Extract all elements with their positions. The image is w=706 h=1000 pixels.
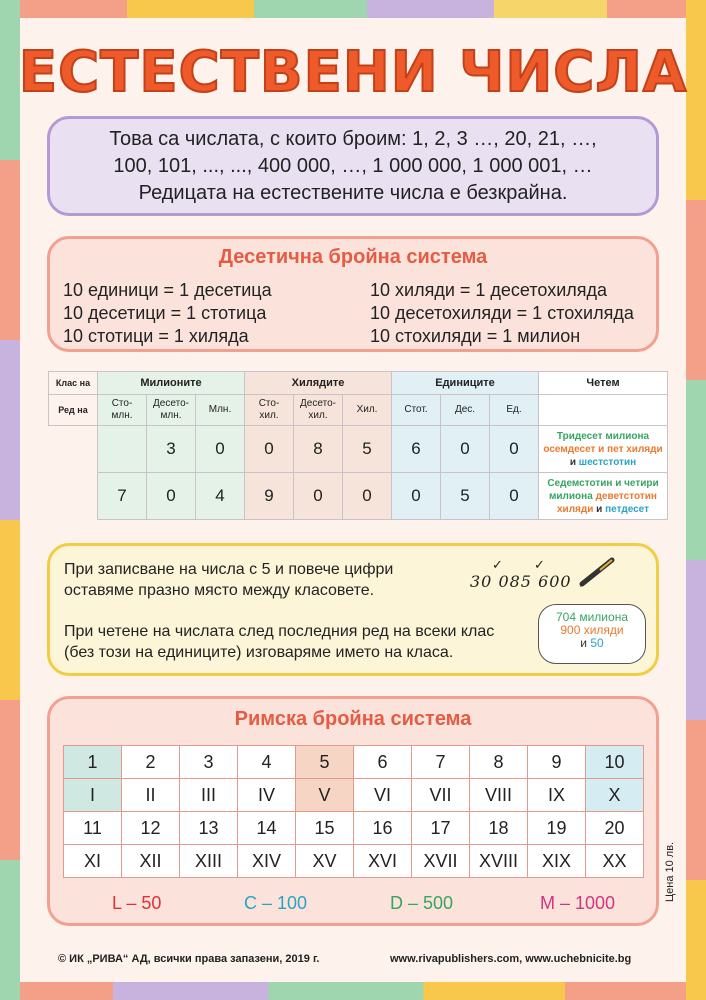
intro-line-3: Редицата на естествените числа е безкрайна.	[138, 182, 568, 204]
read-text: Седемстотин и четири	[547, 477, 659, 489]
rank-header: Сто- хил.	[245, 395, 294, 426]
roman-cell: 17	[412, 812, 470, 845]
roman-table	[63, 745, 644, 878]
roman-cell: VIII	[470, 779, 528, 812]
roman-cell: I	[64, 779, 122, 812]
read-text: и	[569, 456, 576, 468]
digit-cell: 0	[490, 426, 539, 473]
digit-cell: 7	[98, 473, 147, 520]
roman-cell: III	[180, 779, 238, 812]
checkmark-icon: ✓	[492, 557, 503, 572]
rank-header: Сто- млн.	[98, 395, 147, 426]
roman-cell: 5	[296, 746, 354, 779]
digit-cell	[98, 426, 147, 473]
read-text: осемдесет и пет хиляди	[543, 443, 663, 455]
note-line: оставяме празно място между класовете.	[64, 582, 375, 599]
decimal-rule: 10 десетохиляди = 1 стохиляда	[370, 303, 634, 323]
roman-cell: VII	[412, 779, 470, 812]
classes-table	[48, 371, 668, 520]
row-spacer	[49, 473, 98, 520]
digit-cell: 0	[392, 473, 441, 520]
roman-cell: II	[122, 779, 180, 812]
digit-cell: 5	[441, 473, 490, 520]
intro-box	[47, 116, 659, 216]
digit-cell: 9	[245, 473, 294, 520]
bubble-line: 900 хиляди	[560, 623, 624, 637]
digit-cell: 5	[343, 426, 392, 473]
read-header: Четем	[539, 372, 668, 395]
roman-cell: XI	[64, 845, 122, 878]
roman-legend-item: C – 100	[244, 893, 308, 913]
millions-header: Милионите	[98, 372, 245, 395]
rank-label: Ред на	[49, 395, 98, 426]
roman-cell: IX	[528, 779, 586, 812]
pen-icon	[578, 556, 618, 588]
roman-cell: 20	[586, 812, 644, 845]
digit-cell: 0	[245, 426, 294, 473]
decimal-system-box	[47, 236, 659, 352]
note-paragraph-1	[64, 559, 393, 601]
read-cell-1	[539, 426, 668, 473]
roman-cell: 14	[238, 812, 296, 845]
read-cell-2	[539, 473, 668, 520]
roman-cell: 15	[296, 812, 354, 845]
digit-cell: 3	[147, 426, 196, 473]
classes-table-wrap	[48, 371, 668, 520]
bubble-line: 50	[590, 636, 604, 650]
table-row	[64, 845, 644, 878]
read-text: шестстотин	[578, 456, 637, 468]
digit-cell: 0	[343, 473, 392, 520]
roman-title: Римска бройна система	[234, 708, 472, 730]
digit-cell: 6	[392, 426, 441, 473]
speech-bubble	[538, 604, 646, 664]
frame-top	[0, 0, 706, 18]
roman-cell: 19	[528, 812, 586, 845]
roman-cell: 16	[354, 812, 412, 845]
roman-cell: 8	[470, 746, 528, 779]
digit-cell: 0	[441, 426, 490, 473]
table-row	[49, 473, 668, 520]
intro-line-2: 100, 101, ..., ..., 400 000, …, 1 000 000, 1 000 001, …	[113, 155, 593, 177]
rank-header: Хил.	[343, 395, 392, 426]
table-row	[49, 426, 668, 473]
roman-legend-item: L – 50	[112, 893, 162, 913]
roman-cell: 12	[122, 812, 180, 845]
note-paragraph-2	[64, 621, 494, 663]
bubble-line: 704 милиона	[556, 610, 628, 624]
frame-right	[686, 0, 706, 1000]
rank-header: Десето- хил.	[294, 395, 343, 426]
decimal-rule: 10 стохиляди = 1 милион	[370, 326, 581, 346]
read-text: петдесет	[605, 503, 650, 515]
roman-cell: V	[296, 779, 354, 812]
frame-left	[0, 0, 20, 1000]
decimal-right-column	[370, 279, 634, 348]
roman-cell: 11	[64, 812, 122, 845]
rank-header: Ед.	[490, 395, 539, 426]
read-text: милиона	[549, 490, 593, 502]
roman-cell: 9	[528, 746, 586, 779]
table-row	[64, 812, 644, 845]
roman-cell: 7	[412, 746, 470, 779]
units-header: Единиците	[392, 372, 539, 395]
rank-header: Млн.	[196, 395, 245, 426]
decimal-rule: 10 десетици = 1 стотица	[63, 303, 267, 323]
roman-system-box	[47, 696, 659, 926]
intro-line-1: Това са числата, с които броим: 1, 2, 3 …, 20, 21, …,	[109, 128, 597, 150]
rank-header: Стот.	[392, 395, 441, 426]
handwritten-number: 30 085 600	[470, 572, 572, 591]
roman-cell: VI	[354, 779, 412, 812]
roman-cell: X	[586, 779, 644, 812]
read-text: деветстотин	[595, 490, 657, 502]
roman-cell: 18	[470, 812, 528, 845]
rank-header: Десето- млн.	[147, 395, 196, 426]
row-spacer	[49, 426, 98, 473]
thousands-header: Хилядите	[245, 372, 392, 395]
roman-cell: 10	[586, 746, 644, 779]
read-text: хиляди	[556, 503, 594, 515]
table-row	[64, 746, 644, 779]
decimal-rule: 10 единици = 1 десетица	[63, 280, 272, 300]
digit-cell: 8	[294, 426, 343, 473]
read-text: Тридесет милиона	[556, 430, 650, 442]
roman-cell: XV	[296, 845, 354, 878]
frame-bottom	[0, 982, 706, 1000]
decimal-left-column	[63, 279, 272, 348]
roman-cell: 4	[238, 746, 296, 779]
roman-cell: XX	[586, 845, 644, 878]
read-empty	[539, 395, 668, 426]
page-title: ЕСТЕСТВЕНИ ЧИСЛА	[18, 40, 688, 105]
copyright-text: © ИК „РИВА“ АД, всички права запазени, 2019 г.	[58, 953, 320, 965]
roman-cell: 2	[122, 746, 180, 779]
roman-cell: XVIII	[470, 845, 528, 878]
digit-cell: 0	[294, 473, 343, 520]
class-label: Клас на	[49, 372, 98, 395]
roman-legend-item: D – 500	[390, 893, 454, 913]
note-line: При записване на числа с 5 и повече цифри	[64, 561, 394, 578]
bubble-line: и	[580, 636, 587, 650]
checkmark-icon: ✓	[534, 557, 545, 572]
roman-cell: XVI	[354, 845, 412, 878]
roman-cell: IV	[238, 779, 296, 812]
decimal-rule: 10 стотици = 1 хиляда	[63, 326, 249, 346]
rank-header: Дес.	[441, 395, 490, 426]
read-text: и	[596, 503, 603, 515]
roman-cell: XVII	[412, 845, 470, 878]
digit-cell: 0	[147, 473, 196, 520]
roman-cell: 3	[180, 746, 238, 779]
roman-legend-item: M – 1000	[540, 893, 616, 913]
decimal-rule: 10 хиляди = 1 десетохиляда	[370, 280, 608, 300]
roman-cell: 1	[64, 746, 122, 779]
digit-cell: 0	[196, 426, 245, 473]
price-label: Цена 10 лв.	[664, 841, 676, 902]
table-row	[64, 779, 644, 812]
note-line: При четене на числата след последния ред на всеки клас	[64, 623, 495, 640]
digit-cell: 4	[196, 473, 245, 520]
roman-cell: XII	[122, 845, 180, 878]
roman-cell: XIII	[180, 845, 238, 878]
roman-cell: XIV	[238, 845, 296, 878]
decimal-title: Десетична бройна система	[218, 246, 488, 268]
digit-cell: 0	[490, 473, 539, 520]
roman-cell: 13	[180, 812, 238, 845]
note-line: (без този на единиците) изговаряме името на класа.	[64, 644, 454, 661]
roman-cell: 6	[354, 746, 412, 779]
website-links[interactable]: www.rivapublishers.com, www.uchebnicite.bg	[390, 953, 632, 965]
roman-cell: XIX	[528, 845, 586, 878]
